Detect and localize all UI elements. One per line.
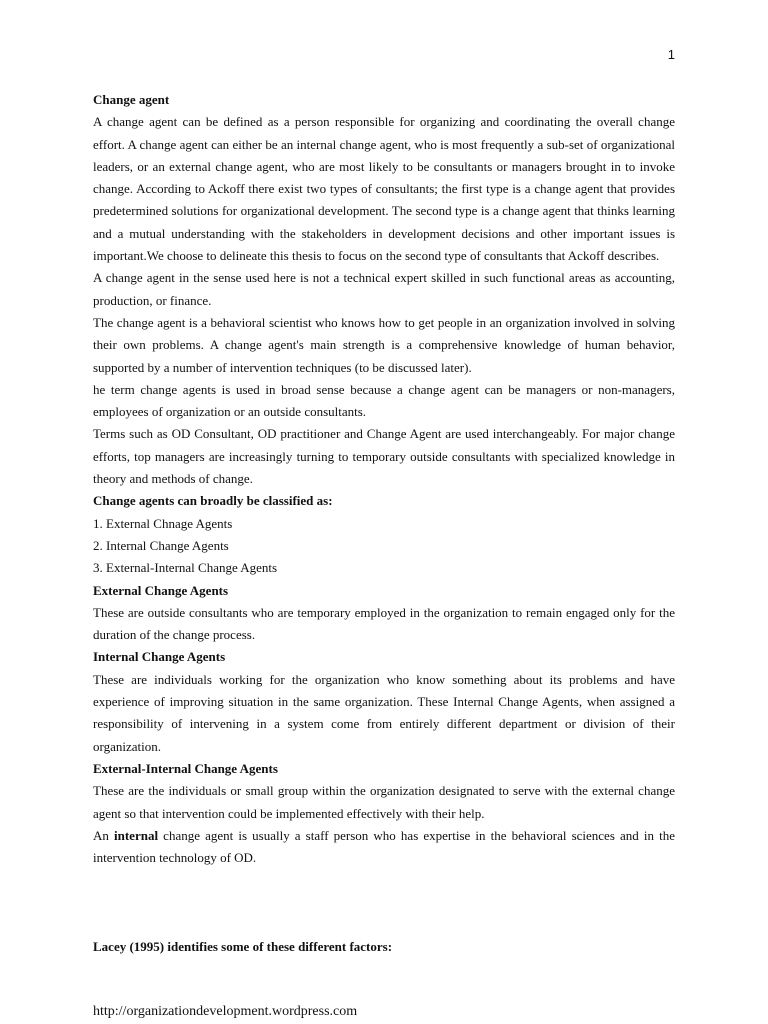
heading-classification: Change agents can broadly be classified as: [93, 493, 333, 509]
paragraph-internal: These are individuals working for the organization who know something about its problems and have experience of improving situation in the same organization. These Internal Change Agents, when assigned a responsibility of intervening in a system come from entirely different department or division of their organization. [93, 671, 675, 754]
paragraph-terms: Terms such as OD Consultant, OD practitioner and Change Agent are used interchangeably. For major change efforts, top managers are increasingly turning to temporary outside consultants with specialized knowledge in theory and methods of change. [93, 426, 675, 487]
list-item: 1. External Chnage Agents [93, 515, 233, 531]
paragraph-external-internal: These are the individuals or small group within the organization designated to serve with the external change agent so that intervention could be implemented effectively with their help. [93, 783, 675, 821]
paragraph-internal-agent-staff [93, 825, 675, 870]
heading-change-agent: Change agent [93, 92, 170, 107]
footer-url: http://organizationdevelopment.wordpress.com [93, 1004, 358, 1019]
document-body [93, 89, 675, 959]
text-fragment: An [93, 827, 114, 843]
paragraph-external: These are outside consultants who are temporary employed in the organization to remain engaged only for the duration of the change process. [93, 604, 675, 643]
list-item: 2. Internal Change Agents [93, 537, 229, 553]
text-fragment: change agent is usually a staff person who has expertise in the behavioral sciences and in the intervention technology of OD. [93, 827, 675, 866]
heading-external-change-agents: External Change Agents [93, 582, 229, 598]
heading-lacey: Lacey (1995) identifies some of these different factors: [93, 939, 393, 955]
heading-internal-change-agents: Internal Change Agents [93, 649, 226, 665]
paragraph-broad-sense: he term change agents is used in broad sense because a change agent can be managers or non-managers, employees of organization or an outside consultants. [93, 381, 675, 420]
spacer [93, 869, 675, 936]
page-number: 1 [667, 47, 675, 62]
emphasis-internal: internal [114, 827, 159, 843]
paragraph-definition: A change agent can be defined as a person responsible for organizing and coordinating the overall change effort. A change agent can either be an internal change agent, who is most frequently a sub-set of organizational leaders, or an external change agent, who are most likely to be consultants or managers brought in to invoke change. According to Ackoff there exist two types of consultants; the first type is a change agent that provides predetermined solutions for organizational development. The second type is a change agent that thinks learning and a mutual understanding with the stakeholders in development decisions and other important issues is important.We choose to delineate this thesis to focus on the second type of consultants that Ackoff describes. [93, 114, 675, 264]
heading-external-internal-change-agents: External-Internal Change Agents [93, 760, 278, 776]
paragraph-not-technical-expert: A change agent in the sense used here is not a technical expert skilled in such functional areas as accounting, production, or finance. [93, 270, 675, 308]
paragraph-behavioral-scientist: The change agent is a behavioral scientist who knows how to get people in an organization involved in solving their own problems. A change agent's main strength is a comprehensive knowledge of human behavior, supported by a number of intervention techniques (to be discussed later). [93, 314, 675, 375]
list-item: 3. External-Internal Change Agents [93, 560, 278, 576]
